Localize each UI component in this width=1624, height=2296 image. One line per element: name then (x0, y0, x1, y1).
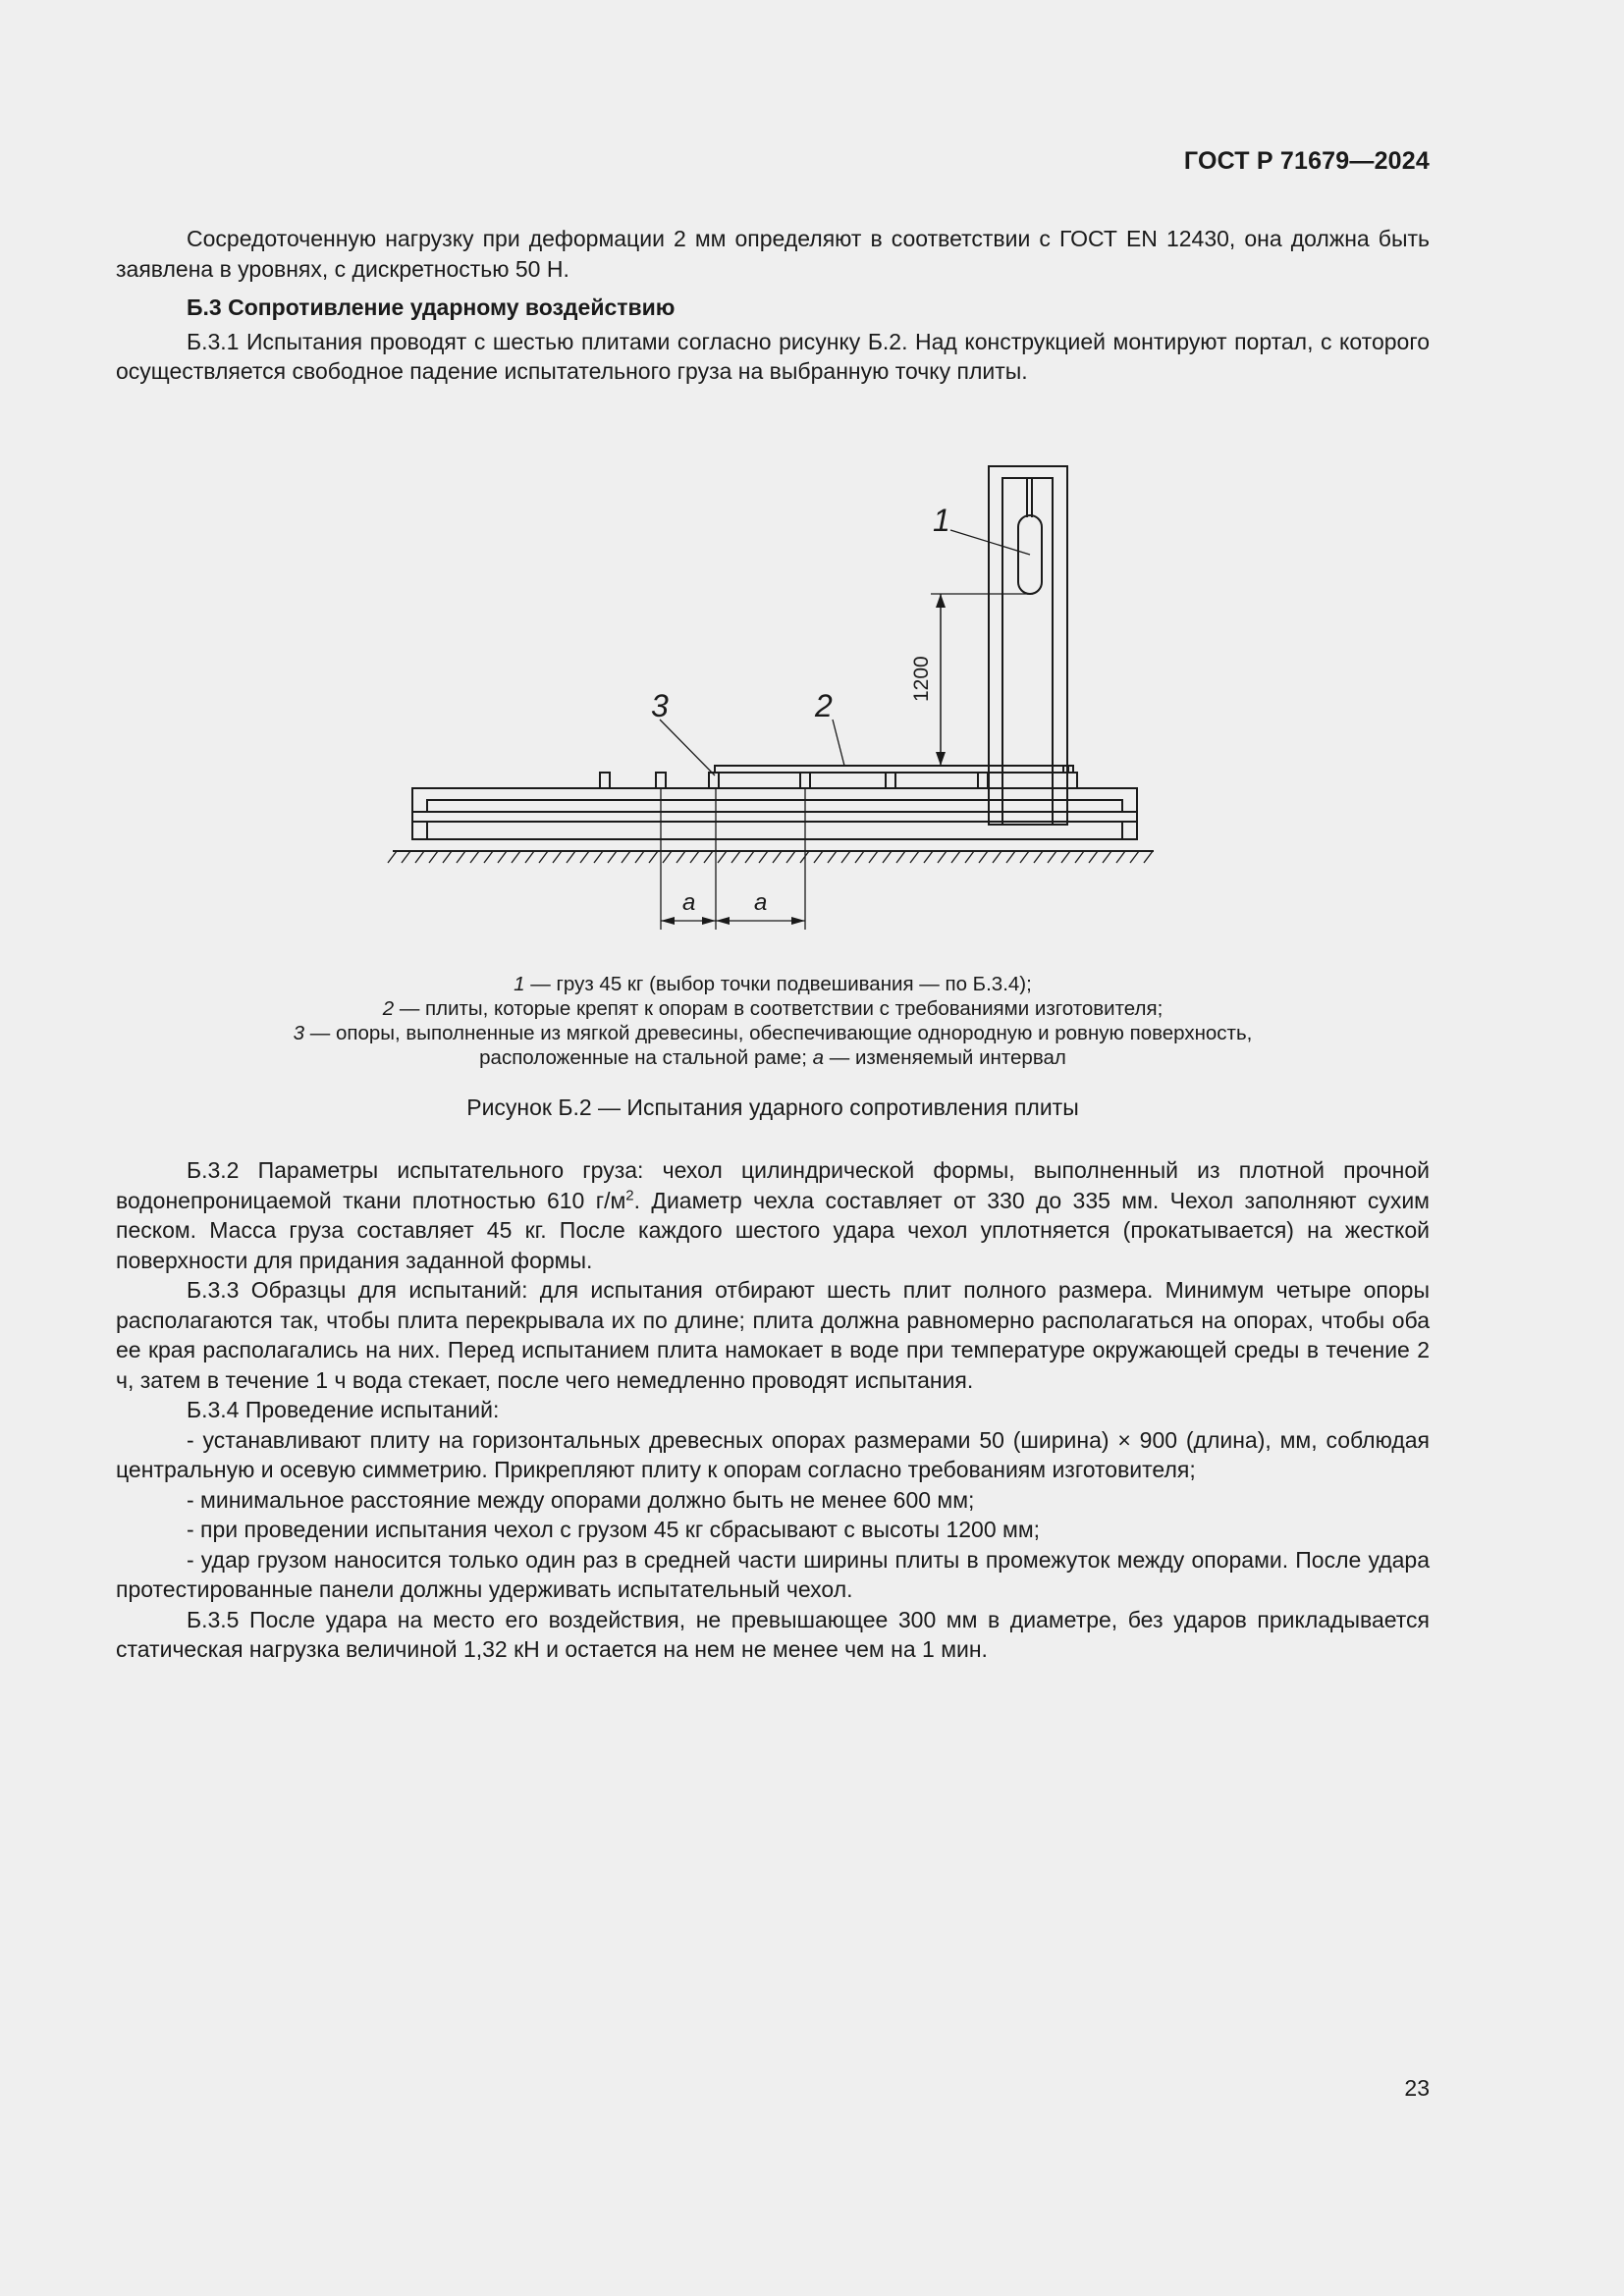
hatch-stroke (828, 851, 837, 863)
figure-b2 (383, 456, 1168, 937)
test-board (715, 766, 1068, 773)
hatch-stroke (608, 851, 617, 863)
label-a-right: a (754, 889, 768, 916)
hatch-stroke (525, 851, 534, 863)
hatch-stroke (979, 851, 988, 863)
hatch-stroke (512, 851, 520, 863)
hatch-stroke (498, 851, 507, 863)
hatch-stroke (786, 851, 795, 863)
hatch-stroke (484, 851, 493, 863)
hatch-stroke (938, 851, 947, 863)
arrow-up (936, 594, 946, 608)
portal-frame (989, 466, 1067, 825)
legend-line-3 (116, 1021, 1430, 1045)
support (600, 773, 610, 788)
label-3: 3 (651, 688, 669, 723)
hatch-stroke (1130, 851, 1139, 863)
arrow (716, 917, 730, 925)
hatch-stroke (415, 851, 424, 863)
legend-line-1 (116, 972, 1430, 996)
hatch-stroke (704, 851, 713, 863)
frame-right-foot (1122, 822, 1137, 839)
hatch-stroke (580, 851, 589, 863)
hatch-stroke (951, 851, 960, 863)
hatch-stroke (1048, 851, 1056, 863)
arrow (702, 917, 716, 925)
frame-inner-beam (427, 800, 1122, 812)
paragraph-b33: Б.3.3 Образцы для испытаний: для испытания отбирают шесть плит полного размера. Минимум четыре опоры располагаются так, чтобы плита перекрывала их по длине; плита должна равномерно располагаться на опорах, чтобы оба ее края располагались на них. Перед испытанием плита намокает в воде при температуре окружающей среды в течение 2 ч, затем в течение 1 ч вода стекает, после чего немедленно проводят испытания. (116, 1277, 1430, 1393)
support (1067, 773, 1077, 788)
lower-text-block (116, 1155, 1430, 1665)
hatch-stroke (1075, 851, 1084, 863)
hatch-stroke (883, 851, 892, 863)
legend-text-3: — опоры, выполненные из мягкой древесины, обеспечивающие однородную и ровную поверхность, (304, 1022, 1253, 1044)
ground-hatching (388, 851, 1153, 863)
hatch-stroke (745, 851, 754, 863)
hatch-stroke (690, 851, 699, 863)
hatch-stroke (965, 851, 974, 863)
paragraph-b32 (116, 1155, 1430, 1275)
b32-superscript: 2 (625, 1186, 634, 1203)
support (656, 773, 666, 788)
legend-num-2: 2 (382, 997, 395, 1020)
hatch-stroke (759, 851, 768, 863)
upper-text-block (116, 224, 1430, 387)
figure-legend (116, 972, 1430, 1070)
figure-caption: Рисунок Б.2 — Испытания ударного сопротивления плиты (466, 1095, 1079, 1120)
b34-list-item: - удар грузом наносится только один раз в средней части ширины плиты в промежуток между опорами. После удара протестированные панели должны удерживать испытательный чехол. (116, 1546, 1430, 1602)
hatch-stroke (1006, 851, 1015, 863)
hatch-stroke (663, 851, 672, 863)
hatch-stroke (388, 851, 397, 863)
hatch-stroke (841, 851, 850, 863)
hatch-stroke (773, 851, 782, 863)
legend-num-3: 3 (293, 1022, 305, 1044)
hatch-stroke (677, 851, 685, 863)
legend-text-2: — плиты, которые крепят к опорам в соответствии с требованиями изготовителя; (394, 997, 1164, 1020)
hatch-stroke (594, 851, 603, 863)
hatch-stroke (470, 851, 479, 863)
hatch-stroke (1089, 851, 1098, 863)
hatch-stroke (457, 851, 465, 863)
hatch-stroke (896, 851, 905, 863)
legend-line-2 (116, 996, 1430, 1021)
legend-text-4: расположенные на стальной раме; (479, 1046, 813, 1069)
hatch-stroke (718, 851, 727, 863)
hatch-stroke (1020, 851, 1029, 863)
hatch-stroke (567, 851, 575, 863)
document-header: ГОСТ Р 71679—2024 (1183, 147, 1430, 175)
hatch-stroke (553, 851, 562, 863)
hatch-stroke (1103, 851, 1111, 863)
section-heading: Б.3 Сопротивление ударному воздействию (187, 294, 676, 320)
legend-text-4-rest: — изменяемый интервал (824, 1046, 1066, 1069)
paragraph-b31: Б.3.1 Испытания проводят с шестью плитами согласно рисунку Б.2. Над конструкцией монтируют портал, с которого осуществляется свободное падение испытательного груза на выбранную точку плиты. (116, 328, 1430, 384)
b32-part1: Б.3.2 Параметры испытательного груза: чехол цилиндрической формы, выполненный из плотной прочной водонепроницаемой ткани плотностью 610 г/м (116, 1157, 1430, 1213)
hatch-stroke (1116, 851, 1125, 863)
label-2: 2 (815, 688, 833, 723)
impact-test-diagram (383, 456, 1168, 937)
arrow (791, 917, 805, 925)
wooden-supports (600, 766, 1077, 788)
leader-2 (833, 720, 844, 766)
b34-list-item: - устанавливают плиту на горизонтальных древесных опорах размерами 50 (ширина) × 900 (длина), мм, соблюдая центральную и осевую симметрию. Прикрепляют плиту к опорам согласно требованиям изготовителя; (116, 1426, 1430, 1482)
intro-paragraph: Сосредоточенную нагрузку при деформации 2 мм определяют в соответствии с ГОСТ EN 12430, она должна быть заявлена в уровнях, с дискретностью 50 Н. (116, 226, 1430, 282)
hatch-stroke (869, 851, 878, 863)
hatch-stroke (1144, 851, 1153, 863)
b34-list-item: - при проведении испытания чехол с грузом 45 кг сбрасывают с высоты 1200 мм; (187, 1517, 1041, 1542)
hatch-stroke (731, 851, 740, 863)
hatch-stroke (443, 851, 452, 863)
label-a-left: a (682, 889, 696, 916)
support (886, 773, 895, 788)
frame-left-foot (412, 822, 427, 839)
hatch-stroke (622, 851, 630, 863)
paragraph-b34-title: Б.3.4 Проведение испытаний: (187, 1397, 500, 1422)
hatch-stroke (855, 851, 864, 863)
legend-a: a (812, 1046, 825, 1069)
b34-list-item: - минимальное расстояние между опорами должно быть не менее 600 мм; (187, 1486, 975, 1513)
label-1: 1 (933, 503, 950, 538)
legend-num-1: 1 (514, 973, 525, 995)
label-height: 1200 (910, 656, 933, 702)
arrow-down (936, 752, 946, 766)
legend-line-4 (116, 1045, 1430, 1070)
hatch-stroke (993, 851, 1001, 863)
support (978, 773, 988, 788)
arrow (661, 917, 675, 925)
legend-text-1: — груз 45 кг (выбор точки подвешивания — по Б.3.4); (524, 973, 1032, 995)
hatch-stroke (539, 851, 548, 863)
page-number: 23 (1404, 2075, 1430, 2101)
hatch-stroke (910, 851, 919, 863)
b32-part2: . Диаметр чехла составляет от 330 до 335 мм. Чехол заполняют сухим песком. Масса груза составляет 45 кг. После каждого шестого удара чехол уплотняется (прокатывается) на жесткой поверхности для придания заданной формы. (116, 1187, 1430, 1273)
steel-frame (412, 788, 1137, 839)
hatch-stroke (635, 851, 644, 863)
hatch-stroke (649, 851, 658, 863)
support (800, 773, 810, 788)
hatch-stroke (814, 851, 823, 863)
leader-3 (660, 720, 715, 775)
hatch-stroke (1034, 851, 1043, 863)
hatch-stroke (924, 851, 933, 863)
hatch-stroke (402, 851, 410, 863)
paragraph-b35: Б.3.5 После удара на место его воздействия, не превышающее 300 мм в диаметре, без ударов прикладывается статическая нагрузка величиной 1,32 кН и остается на нем не менее чем на 1 мин. (116, 1606, 1430, 1662)
hatch-stroke (1061, 851, 1070, 863)
hatch-stroke (429, 851, 438, 863)
